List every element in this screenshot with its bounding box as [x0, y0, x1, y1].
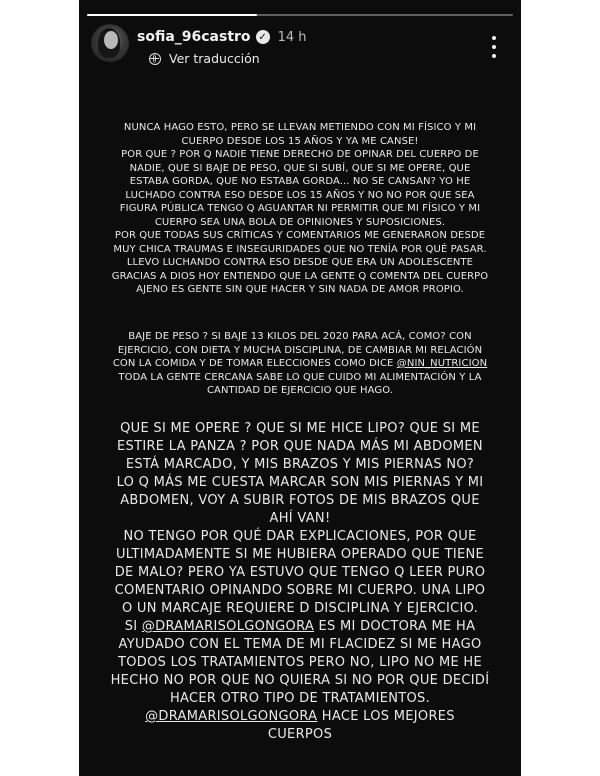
story-text-paragraph-1: NUNCA HAGO ESTO, PERO SE LLEVAN METIENDO CON MI FÍSICO Y MI CUERPO DESDE LOS 15 AÑOS Y YA ME CANSE! POR QUE ? POR Q NADIE TIENE DERECHO DE OPINAR DEL CUERPO DE NADIE, QUE SI BAJE DE PESO, QUE SI SUBÍ, QUE SI ME OPERE, QUE ESTABA GORDA, QUE NO ESTABA GORDA... NO SE CANSAN? YO HE LUCHADO CONTRA ESO DESDE LOS 15 AÑOS Y NO NO POR QUE SEA FIGURA PÚBLICA TENGO Q AGUANTAR NI PERMITIR QUE MI FÍSICO Y MI CUERPO SEA UNA BOLA DE OPINIONES Y SUPOSICIONES. POR QUE TODAS SUS CRÍTICAS Y COMENTARIOS ME GENERARON DESDE MUY CHICA TRAUMAS E INSEGURIDADES QUE NO TENÍA POR QUÉ PASAR. LLEVO LUCHANDO CONTRA ESO DESDE QUE ERA UN ADOLESCENTE GRACIAS A DIOS HOY ENTIENDO QUE LA GENTE Q COMENTA DEL CUERPO AJENO ES GENTE SIN QUE HACER Y SIN NADA DE AMOR PROPIO. [111, 122, 489, 295]
paragraph-3-text-a: QUE SI ME OPERE ? QUE SI ME HICE LIPO? QUE SI ME ESTIRE LA PANZA ? POR QUE NADA MÁS MI ABDOMEN ESTÁ MARCADO, Y MIS BRAZOS Y MIS PIERNAS NO? LO Q MÁS ME CUESTA MARCAR SON MIS PIERNAS Y MI ABDOMEN, VOY A SUBIR FOTOS DE MIS BRAZOS QUE AHÍ VAN! NO TENGO POR QUÉ DAR EXPLICACIONES, POR QUE ULTIMADAMENTE SI ME HUBIERA OPERADO QUE TIENE DE MALO? PERO YA ESTUVO QUE TENGO Q LEER PURO COMENTARIO OPINANDO SOBRE MI CUERPO. UNA LIPO O UN MARCAJE REQUIERE D DISCIPLINA Y EJERCICIO. SI [114, 421, 486, 634]
story-progress-bar [87, 14, 513, 16]
story-viewer[interactable] [79, 0, 521, 776]
paragraph-2-text-a: BAJE DE PESO ? SI BAJE 13 KILOS DEL 2020 PARA ACÁ, COMO? CON EJERCICIO, CON DIETA Y MUCHA DISCIPLINA, DE CAMBIAR MI RELACIÓN CON LA COMIDA Y DE TOMAR ELECCIONES COMO DICE [112, 331, 483, 369]
paragraph-2-text-b: TODA LA GENTE CERCANA SABE LO QUE CUIDO MI ALIMENTACIÓN Y LA CANTIDAD DE EJERCICIO QUE HAGO. [118, 371, 482, 396]
verified-badge-icon: ✓ [256, 30, 270, 44]
mention-dramarisolgongora-1[interactable]: @DRAMARISOLGONGORA [141, 619, 315, 634]
mention-nin-nutricion[interactable]: @NIN_NUTRICION [396, 358, 488, 369]
username[interactable]: sofia_96castro [137, 29, 251, 45]
translate-button[interactable] [149, 51, 260, 66]
story-text-paragraph-3 [93, 420, 507, 744]
avatar[interactable] [91, 24, 129, 62]
story-progress-fill [87, 14, 257, 16]
translate-label: Ver traducción [169, 51, 260, 66]
avatar-face [104, 31, 118, 49]
more-options-icon[interactable] [491, 36, 497, 58]
globe-icon [149, 53, 161, 65]
mention-dramarisolgongora-2[interactable]: @DRAMARISOLGONGORA [145, 709, 318, 724]
story-header [91, 24, 511, 74]
paragraph-3-text-c: HACE LOS MEJORES CUERPOS [267, 709, 455, 742]
story-text-paragraph-2 [103, 330, 497, 398]
username-row [137, 29, 306, 45]
paragraph-3-text-b: ES MI DOCTORA ME HA AYUDADO CON EL TEMA DE MI FLACIDEZ SI ME HAGO TODOS LOS TRATAMIENTOS PERO NO, LIPO NO ME HE HECHO NO POR QUE NO QUIERA SI NO POR QUE DECIDÍ HACER OTRO TIPO DE TRATAMIENTOS. [110, 619, 490, 706]
post-time: 14 h [277, 29, 307, 45]
